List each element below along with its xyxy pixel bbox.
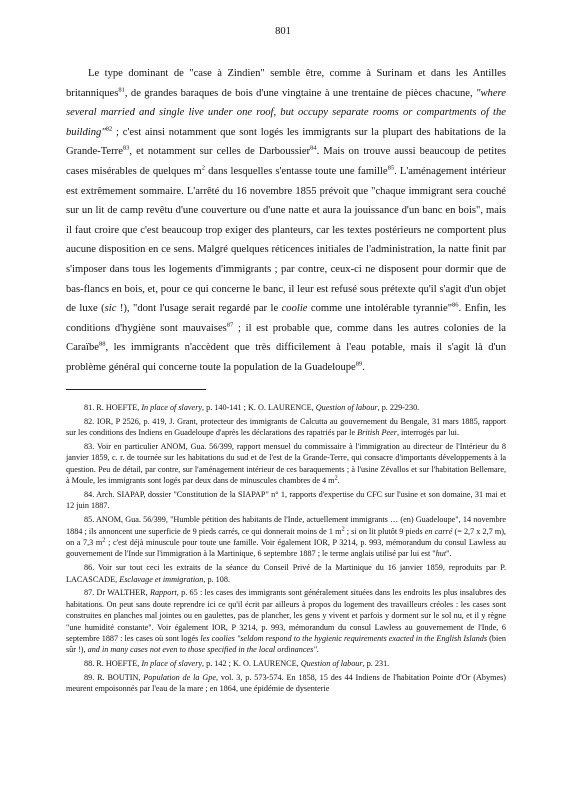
footnote-82: 82. IOR, P 2526, p. 419, J. Grant, protecteur des immigrants de Calcutta au gouvernement du Bengale, 31 mars 1885, rapport sur les conditions des Indiens en Guadeloupe d'après les déclarations des rapatriés par le British Peer, interrogés par lui. bbox=[66, 416, 506, 438]
footnotes bbox=[66, 402, 506, 697]
footnote-83: 83. Voir en particulier ANOM, Gua. 56/399, rapport mensuel du commissaire à l'immigration au directeur de l'Intérieur du 8 janvier 1859, c. r. de tournée sur les habitations du sud et de l'est de la Grande-Terre, qui consacre d'importants développements à la question. Peu de détail, par contre, sur l'aménagement intérieur de ces baraquements ; à l'usine Zévallos et sur l'habitation Bellemare, à Moule, les immigrants sont logés par deux dans de minuscules chambres de 4 $m^2$. bbox=[66, 442, 506, 486]
body-text bbox=[66, 64, 506, 378]
footnote-89: 89. R. BOUTIN, Population de la Gpe, vol. 3, p. 573-574. En 1858, 15 des 44 Indiens de l'habitation Pointe d'Or (Abymes) meurent empoisonnés par l'eau de la mare ; en 1864, une épidémie de dysenterie bbox=[66, 673, 507, 694]
footnote-88: 88. R. HOEFTE, In place of slavery, p. 142 ; K. O. LAURENCE, Question of labour, p. 231. bbox=[84, 659, 390, 669]
page-number: 801 bbox=[275, 26, 291, 37]
footnote-87: 87. Dr WALTHER, Rapport, p. 65 : les cases des immigrants sont généralement situées dans les endroits les plus insalubres des habitations. On peut sans doute reprendre ici ce qu'il écrit par ailleurs à propos du logement des travailleurs créoles : les cases sont construites en planches mal jointes ou en gaulettes, pas de plancher, les gens y vivent et parfois y dorment sur le sol nu, et il y règne "une humidité constante". Voir également IOR, P 3214, p. 993, mémorandum du consul Lawless au gouvernement de l'Inde, 6 septembre 1887 : les cases où sont logés les coolies "seldom respond to the hygienic requirements exacted in the English Islands (bien sûr !), and in many cases not even to those specified in the local ordinances". bbox=[66, 588, 506, 655]
footnote-86: 86. Voir sur tout ceci les extraits de la séance du Conseil Privé de la Martinique du 16 janvier 1859, reproduits par P. LACASCADE, Esclavage et immigration, p. 108. bbox=[66, 563, 506, 584]
main-paragraph: Le type dominant de "case à Zindien" semble être, comme à Surinam et dans les Antilles britanniques$^{81}$, de grandes baraques de bois d'une vingtaine à une trentaine de pièces chacune, "where several married and single live under one roof, but occupy separate rooms or compartments of the building"$^{82}$ ; c'est ainsi notamment que sont logés les immigrants sur la plupart des habitations de la Grande-Terre$^{83}$, et notamment sur celles de Darboussier$^{84}$. Mais on trouve aussi beaucoup de petites cases misérables de quelques $m^2$ dans lesquelles s'entasse toute une famille$^{85}$. L'aménagement intérieur est extrêmement sommaire. L'arrêté du 16 novembre 1855 prévoit que "chaque immigrant sera couché sur un lit de camp revêtu d'une couverture ou d'une natte et aura la jouissance d'un banc en bois", mais il faut croire que c'est beaucoup trop exiger des planteurs, car les textes postérieurs ne comportent plus aucune disposition en ce sens. Malgré quelques réticences initiales de l'administration, la natte finit par s'imposer dans tous les logements d'immigrants ; par contre, ceux-ci ne disposent pour dormir que de bas-flancs en bois, et, pour ce qui concerne le banc, il leur est refusé sous prétexte qu'il s'agit d'un objet de luxe (sic !), "dont l'usage serait regardé par le coolie comme une intolérable tyrannie"$^{86}$. Enfin, les conditions d'hygiène sont mauvaises$^{87}$ ; il est probable que, comme dans les autres colonies de la Caraïbe$^{88}$, les immigrants n'accèdent que très difficilement à l'eau potable, mais il s'agit là d'un problème général qui concerne toute la population de la Guadeloupe$^{89}$. bbox=[66, 68, 506, 373]
footnote-81: 81. R. HOEFTE, In place of slavery, p. 140-141 ; K. O. LAURENCE, Question of labour, p. 229-230. bbox=[84, 403, 420, 412]
footnote-84: 84. Arch. SIAPAP, dossier "Constitution de la SIAPAP" n° 1, rapports d'expertise du CFC sur l'usine et son domaine, 31 mai et 12 juin 1887. bbox=[66, 490, 506, 511]
footnote-separator bbox=[66, 389, 206, 390]
footnote-85: 85. ANOM, Gua. 56/399, "Humble pétition des habitants de l'Inde, actuellement immigrants … (en) Guadeloupe", 14 novembre 1884 ; ils annoncent une superficie de 9 pieds carrés, ce qui donnerait moins de 1 $m^2$ ; si on lit plutôt 9 pieds en carré (= 2,7 x 2,7 m), on a 7,3 $m^2$ ; c'est déjà minuscule pour toute une famille. Voir également IOR, P 3214, p. 993, mémorandum du consul Lawless au gouvernement de l'Inde sur l'immigration à la Martinique, 6 septembre 1887 ; le terme anglais utilisé par lui est "hut". bbox=[66, 515, 506, 559]
